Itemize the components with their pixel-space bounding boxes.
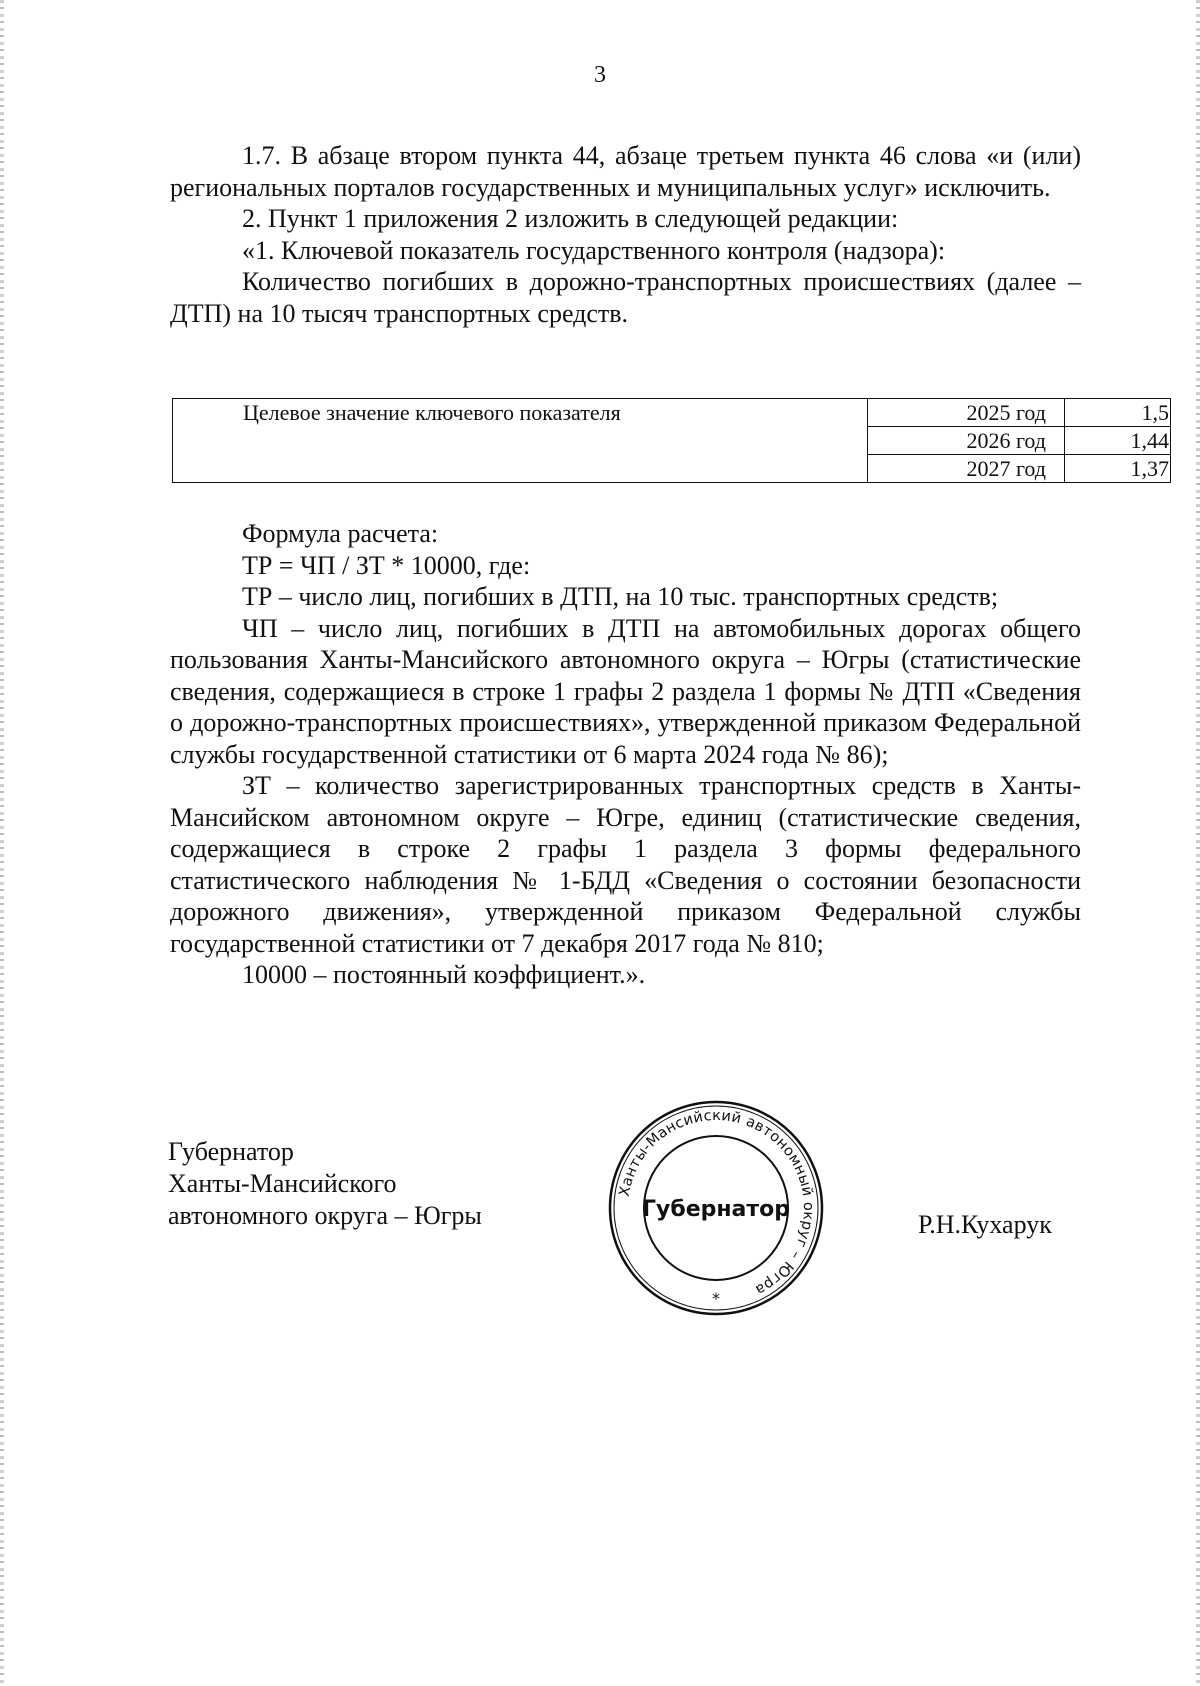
table-value-cell: 1,37 [1065,455,1171,483]
table-year-cell: 2027 год [868,455,1065,483]
table-year-cell: 2025 год [868,399,1065,427]
definition-zt: ЗТ – количество зарегистрированных транспортных средств в Ханты-Мансийском автономном округе – Югре, единиц (статистические сведения, содержащиеся в строке 2 графы 1 раздела 3 формы федерального статистического наблюдения № 1-БДД «Сведения о состоянии безопасности дорожного движения», утвержденной приказом Федеральной службы государственной статистики от 7 декабря 2017 года № 810; [170,771,1081,958]
signatory-title-line: автономного округа – Югры [168,1201,482,1230]
target-values-table [172,398,1171,483]
amendment-text [170,140,1081,329]
official-seal [606,1098,826,1318]
signatory-title-line: Ханты-Мансийского [168,1169,397,1198]
seal-star-icon: * [712,1289,720,1308]
formula-expression: ТР = ЧП / ЗТ * 10000, где: [242,550,531,580]
table-label-cell: Целевое значение ключевого показателя [173,399,868,483]
signatory-name: Р.Н.Кухарук [918,1210,1052,1239]
table-year-cell: 2026 год [868,427,1065,455]
definition-chp: ЧП – число лиц, погибших в ДТП на автомобильных дорогах общего пользования Ханты-Мансийского автономного округа – Югры (статистические сведения, содержащиеся в строке 1 графы 2 раздела 1 формы № ДТП «Сведения о дорожно-транспортных происшествиях», утвержденной приказом Федеральной службы государственной статистики от 6 марта 2024 года № 86); [170,613,1081,769]
paragraph-indicator-description: Количество погибших в дорожно-транспортных происшествиях (далее – ДТП) на 10 тысяч транспортных средств. [170,267,1081,328]
formula-heading: Формула расчета: [242,519,439,548]
seal-center-text: Губернатор [641,1197,791,1222]
table-value-cell: 1,44 [1065,427,1171,455]
paragraph-1-7: 1.7. В абзаце втором пункта 44, абзаце третьем пункта 46 слова «и (или) региональных порталов государственных и муниципальных услуг» исключить. [170,141,1081,202]
paragraph-key-indicator: «1. Ключевой показатель государственного контроля (надзора): [242,235,946,265]
table-value-cell: 1,5 [1065,399,1171,427]
signatory-title-line: Губернатор [168,1137,294,1166]
definition-coefficient: 10000 – постоянный коэффициент.». [242,960,646,989]
scan-edge-left [0,0,4,1686]
signatory-title [168,1136,482,1232]
paragraph-2: 2. Пункт 1 приложения 2 изложить в следующей редакции: [242,204,899,233]
page-number: 3 [594,62,606,88]
table-row [173,399,1171,427]
scan-edge-right [1196,0,1200,1686]
definition-tr: ТР – число лиц, погибших в ДТП, на 10 тыс. транспортных средств; [242,582,999,611]
seal-ring-text: Ханты-Мансийский автономный округ – Югра [616,1107,817,1298]
formula-block [170,518,1081,991]
